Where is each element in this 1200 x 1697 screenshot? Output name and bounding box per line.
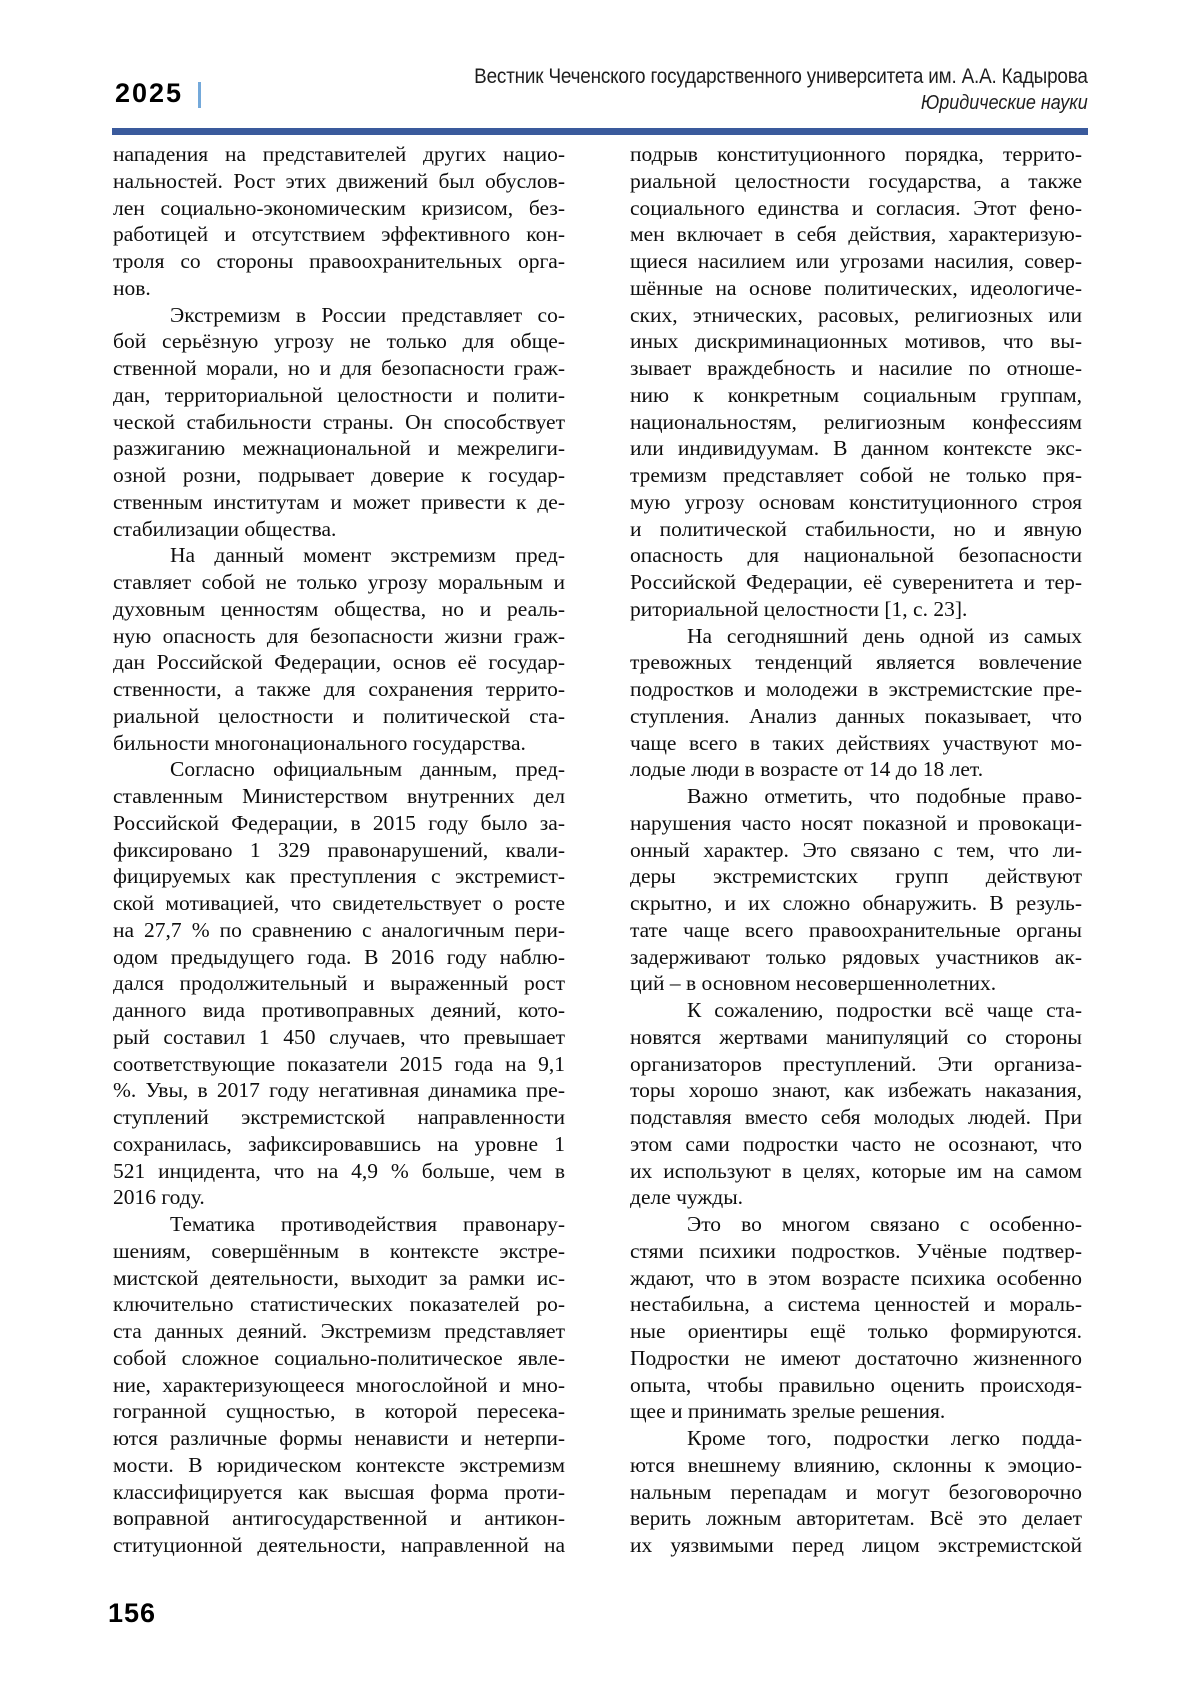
text-line: шённые на основе политических, идеологиче- — [630, 275, 1082, 300]
text-line: зывает враждебность и насилие по отноше- — [630, 356, 1082, 380]
text-line: Российской Федерации, её суверенитета и тер- — [630, 570, 1082, 594]
text-line: риториальной целостности [1, с. 23]. — [630, 596, 968, 621]
text-line: стями психики подростков. Учёные подтвер- — [630, 1238, 1082, 1263]
text-line: торы хорошо знают, как избежать наказания, — [630, 1078, 1082, 1103]
journal-section-label: Юридические науки — [921, 92, 1088, 114]
text-line: озной розни, подрывает доверие к государ- — [113, 463, 565, 487]
text-line: воправной антигосударственной и антикон- — [113, 1506, 565, 1531]
text-line: ций – в основном несовершеннолетних. — [630, 971, 997, 996]
text-line: иных дискриминационных мотивов, что вы- — [630, 329, 1082, 354]
text-line: нарушения часто носят показной и провокаци- — [630, 810, 1082, 835]
text-line: На сегодняшний день одной из самых — [687, 623, 1082, 648]
text-line: онный характер. Это связано с тем, что ли- — [630, 837, 1082, 862]
text-line: нальностей. Рост этих движений был обуслов- — [113, 168, 565, 193]
text-line: нию к конкретным социальным группам, — [630, 382, 1082, 407]
text-line: этом сами подростки часто не осознают, что — [630, 1131, 1082, 1156]
text-line: К сожалению, подростки всё чаще ста- — [687, 998, 1082, 1022]
text-line: ста данных деяний. Экстремизм представляет — [113, 1319, 565, 1343]
text-line: 2016 году. — [113, 1185, 205, 1210]
text-line: нальным перепадам и могут безоговорочно — [630, 1479, 1082, 1504]
journal-header — [474, 64, 1088, 116]
text-line: деры экстремистских групп действуют — [630, 864, 1082, 889]
text-line: ключительно статистических показателей ро- — [113, 1292, 565, 1317]
text-line: нападения на представителей других нацио- — [113, 142, 565, 166]
text-line: подростков и молодежи в экстремистские пре- — [630, 677, 1082, 701]
header-rule — [112, 128, 1088, 135]
text-line: нов. — [113, 275, 151, 300]
text-line: ческой стабильности страны. Он способствует — [113, 409, 565, 434]
text-line: опыта, чтобы правильно оценить происходя- — [630, 1372, 1082, 1397]
text-line: риальной целостности государства, а также — [630, 168, 1082, 193]
text-line: тате чаще всего правоохранительные органы — [630, 917, 1082, 942]
text-line: фицируемых как преступления с экстремист- — [113, 864, 565, 889]
text-line: верить ложным авторитетам. Всё это делает — [630, 1506, 1082, 1531]
text-line: лодые люди в возрасте от 14 до 18 лет. — [630, 757, 984, 782]
text-line: дан, территориальной целостности и полити- — [113, 382, 565, 407]
text-line: соответствующие показатели 2015 года на 9,1 — [113, 1051, 565, 1076]
text-line: ступлений экстремистской направленности — [113, 1105, 565, 1129]
text-line: чаще всего в таких действиях участвуют мо- — [630, 730, 1082, 755]
text-line: ются различные формы ненависти и нетерпи- — [113, 1426, 565, 1450]
text-line: шениям, совершённым в контексте экстре- — [113, 1238, 565, 1263]
text-line: 521 инцидента, что на 4,9 % больше, чем в — [113, 1158, 565, 1183]
text-line: бильности многонационального государства. — [113, 730, 526, 755]
text-line: Подростки не имеют достаточно жизненного — [630, 1345, 1082, 1370]
text-line: Важно отметить, что подобные право- — [687, 784, 1082, 808]
text-line: бой серьёзную угрозу не только для обще- — [113, 329, 565, 354]
text-line: сохранилась, зафиксировавшись на уровне 1 — [113, 1131, 565, 1156]
text-line: деле чужды. — [630, 1185, 744, 1210]
text-line: ются внешнему влиянию, склонны к эмоцио- — [630, 1452, 1082, 1477]
text-line: ской мотивацией, что свидетельствует о росте — [113, 891, 565, 915]
text-line: Тематика противодействия правонару- — [170, 1212, 565, 1236]
text-line: мую угрозу основам конституционного строя — [630, 489, 1082, 514]
text-line: ставляет собой не только угрозу моральным и — [113, 570, 565, 594]
text-line: ные ориентиры ещё только формируются. — [630, 1319, 1082, 1343]
text-line: стабилизации общества. — [113, 516, 337, 541]
text-line: фиксировано 1 329 правонарушений, квали- — [113, 837, 565, 862]
text-line: мен включает в себя действия, характеризую- — [630, 222, 1082, 247]
text-line: щиеся насилием или угрозами насилия, совер- — [630, 249, 1082, 273]
text-line: риальной целостности и политической ста- — [113, 703, 565, 728]
text-line: ную опасность для безопасности жизни граж- — [113, 623, 565, 648]
text-line: Российской Федерации, в 2015 году было за- — [113, 810, 565, 835]
text-line: гогранной сущностью, в которой пересека- — [113, 1399, 565, 1424]
text-line: троля со стороны правоохранительных орга- — [113, 249, 565, 273]
text-line: ственным институтам и может привести к де- — [113, 489, 565, 514]
text-line: ступления. Анализ данных показывает, что — [630, 703, 1082, 728]
text-line: или индивидуумам. В данном контексте экс- — [630, 436, 1082, 461]
text-line: новятся жертвами манипуляций со стороны — [630, 1024, 1082, 1049]
text-line: работицей и отсутствием эффективного кон- — [113, 222, 565, 247]
text-line: национальностям, религиозным конфессиям — [630, 409, 1082, 434]
text-line: скрытно, и их сложно обнаружить. В резуль- — [630, 891, 1082, 915]
journal-title: Вестник Чеченского государственного университета им. А.А. Кадырова — [474, 65, 1088, 88]
text-line: Согласно официальным данным, пред- — [170, 757, 565, 782]
text-line: их уязвимыми перед лицом экстремистской — [630, 1533, 1082, 1557]
text-line: лен социально-экономическим кризисом, без- — [113, 195, 565, 220]
column-right — [630, 141, 1082, 1559]
text-line: ственной морали, но и для безопасности граж- — [113, 356, 565, 380]
text-line: дался продолжительный и выраженный рост — [113, 971, 565, 996]
column-left — [113, 141, 565, 1559]
text-line: ских, этнических, расовых, религиозных или — [630, 302, 1082, 327]
year-divider-bar — [198, 82, 201, 108]
text-line: данного вида противоправных деяний, кото- — [113, 998, 565, 1022]
text-line: щее и принимать зрелые решения. — [630, 1399, 946, 1424]
text-line: мистской деятельности, выходит за рамки ис- — [113, 1265, 565, 1290]
text-line: одом предыдущего года. В 2016 году наблю- — [113, 944, 565, 969]
text-line: нестабильна, а система ценностей и мораль- — [630, 1292, 1082, 1317]
text-line: тревожных тенденций является вовлечение — [630, 650, 1082, 675]
text-line: мости. В юридическом контексте экстремизм — [113, 1452, 565, 1477]
text-line: дан Российской Федерации, основ её государ- — [113, 650, 565, 675]
text-line: подрыв конституционного порядка, террито- — [630, 142, 1082, 166]
text-line: ждают, что в этом возрасте психика особенно — [630, 1265, 1082, 1290]
page-number: 156 — [108, 1598, 157, 1628]
text-line: опасность для национальной безопасности — [630, 543, 1082, 568]
text-line: На данный момент экстремизм пред- — [170, 543, 565, 568]
text-line: %. Увы, в 2017 году негативная динамика пре- — [113, 1078, 565, 1103]
text-line: ставленным Министерством внутренних дел — [113, 784, 565, 808]
text-line: духовным ценностям общества, но и реаль- — [113, 596, 565, 621]
year-label: 2025 — [115, 78, 184, 108]
text-line: Это во многом связано с особенно- — [687, 1212, 1082, 1236]
text-line: организаторов преступлений. Эти организа- — [630, 1051, 1082, 1076]
text-line: ние, характеризующееся многослойной и мно- — [113, 1372, 565, 1397]
text-line: Экстремизм в России представляет со- — [170, 302, 565, 327]
text-line: задерживают только рядовых участников ак- — [630, 944, 1082, 969]
text-line: рый составил 1 450 случаев, что превышает — [113, 1024, 565, 1049]
text-line: на 27,7 % по сравнению с аналогичным пери- — [113, 917, 565, 942]
text-line: классифицируется как высшая форма проти- — [113, 1479, 565, 1504]
text-line: Кроме того, подростки легко подда- — [687, 1426, 1082, 1450]
text-line: и политической стабильности, но и явную — [630, 516, 1082, 541]
text-line: социального единства и согласия. Этот фено- — [630, 195, 1082, 220]
text-line: подставляя вместо себя молодых людей. При — [630, 1105, 1082, 1129]
text-line: ственности, а также для сохранения террито- — [113, 677, 565, 701]
text-line: тремизм представляет собой не только пря- — [630, 463, 1082, 487]
text-line: разжиганию межнациональной и межрелиги- — [113, 436, 565, 461]
text-line: ституционной деятельности, направленной на — [113, 1533, 565, 1557]
text-line: их используют в целях, которые им на самом — [630, 1158, 1082, 1183]
text-line: собой сложное социально-политическое явле- — [113, 1345, 565, 1370]
